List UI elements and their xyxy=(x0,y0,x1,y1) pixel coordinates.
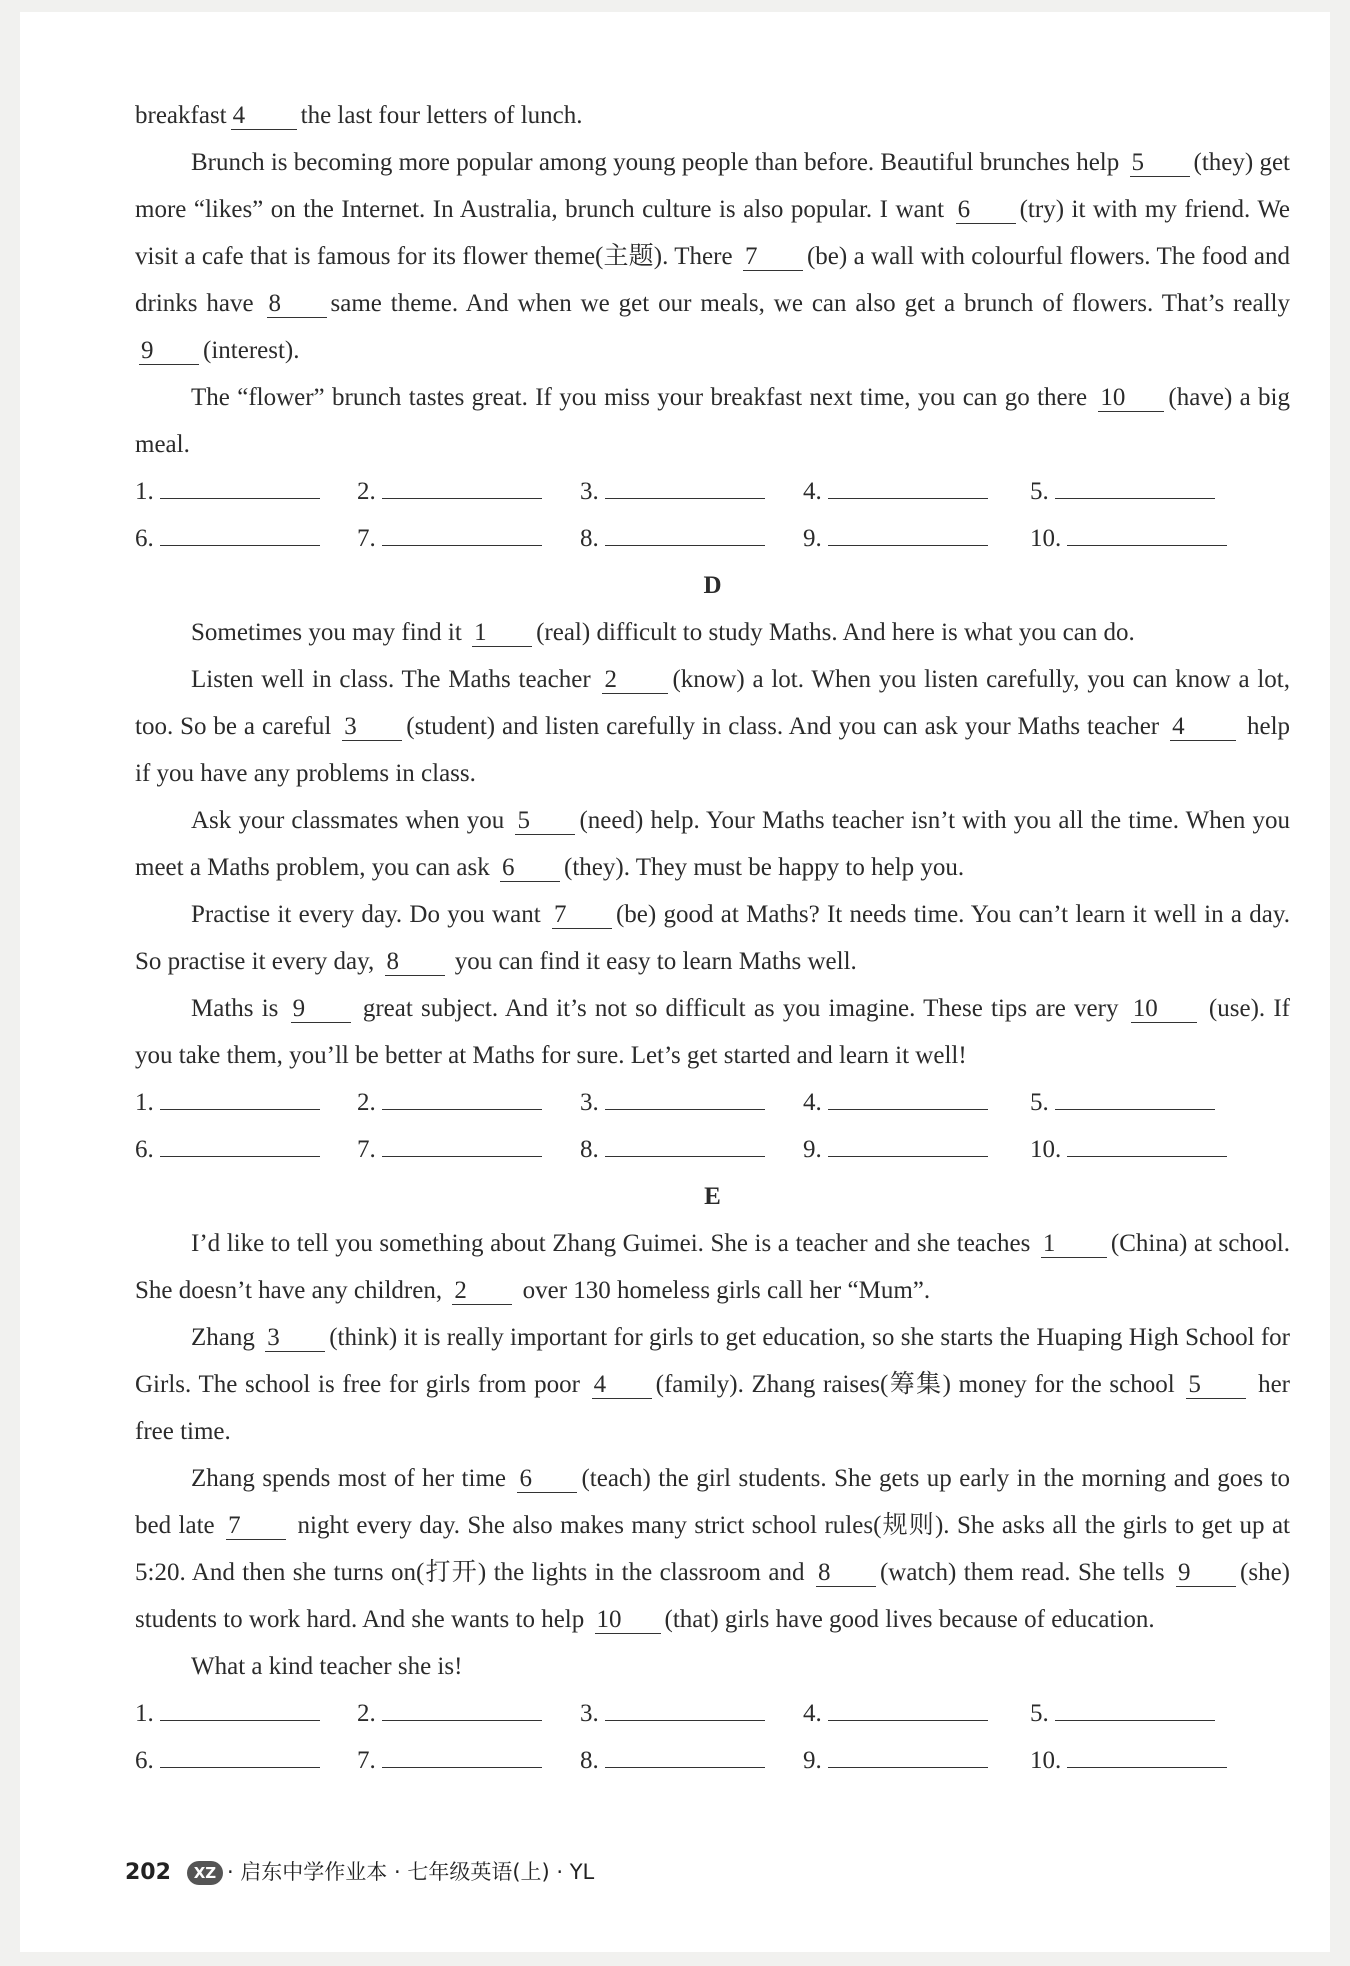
text: Maths is xyxy=(191,995,279,1022)
text: help if you have any problems in class. xyxy=(135,713,1291,787)
answer-row xyxy=(135,468,1290,515)
answer-lines-d xyxy=(135,1079,1290,1173)
answer-number: 7. xyxy=(357,525,376,552)
answer-number: 4. xyxy=(803,1700,822,1727)
blank-c-8[interactable]: 8 xyxy=(267,291,327,318)
answer-number: 10. xyxy=(1030,1747,1062,1774)
answer-slot-7[interactable] xyxy=(357,1126,542,1173)
c-paragraph-1 xyxy=(135,92,1290,139)
answer-number: 7. xyxy=(357,1747,376,1774)
blank-e-6[interactable]: 6 xyxy=(517,1466,577,1493)
text: (know) a lot. When you listen carefully, you can know a lot, too. So be a careful xyxy=(135,666,1290,740)
answer-slot-9[interactable] xyxy=(803,1126,988,1173)
answer-number: 2. xyxy=(357,478,376,505)
answer-number: 4. xyxy=(803,478,822,505)
blank-e-2[interactable]: 2 xyxy=(452,1278,512,1305)
blank-d-3[interactable]: 3 xyxy=(342,714,402,741)
answer-slot-3[interactable] xyxy=(580,1079,765,1126)
answer-number: 6. xyxy=(135,525,154,552)
d-paragraph-3 xyxy=(135,797,1290,891)
answer-slot-8[interactable] xyxy=(580,1737,765,1784)
blank-e-4[interactable]: 4 xyxy=(592,1372,652,1399)
blank-d-10[interactable]: 10 xyxy=(1131,996,1197,1023)
text: (China) at school. She doesn’t have any children, xyxy=(135,1230,1290,1304)
blank-e-7[interactable]: 7 xyxy=(226,1513,286,1540)
answer-row xyxy=(135,1737,1290,1784)
answer-slot-5[interactable] xyxy=(1030,1690,1215,1737)
text: Sometimes you may find it xyxy=(191,619,462,646)
answer-number: 1. xyxy=(135,1700,154,1727)
answer-slot-9[interactable] xyxy=(803,515,988,562)
blank-c-6[interactable]: 6 xyxy=(956,197,1016,224)
answer-slot-1[interactable] xyxy=(135,1690,320,1737)
answer-slot-5[interactable] xyxy=(1030,468,1215,515)
page-content xyxy=(135,92,1290,1784)
answer-number: 5. xyxy=(1030,1700,1049,1727)
text: Practise it every day. Do you want xyxy=(191,901,541,928)
text: night every day. She also makes many strict school rules(规则). She asks all the girls to get up at 5:20. And then she turns on(打开) the lights in the classroom and xyxy=(135,1512,1290,1586)
text: breakfast xyxy=(135,102,227,129)
text: I’d like to tell you something about Zhang Guimei. She is a teacher and she teaches xyxy=(191,1230,1031,1257)
blank-d-2[interactable]: 2 xyxy=(602,667,668,694)
blank-e-5[interactable]: 5 xyxy=(1186,1372,1246,1399)
answer-slot-7[interactable] xyxy=(357,515,542,562)
section-heading-e: E xyxy=(704,1183,721,1210)
text: (be) good at Maths? It needs time. You can’t learn it well in a day. So practise it every day, xyxy=(135,901,1291,975)
answer-number: 8. xyxy=(580,1747,599,1774)
answer-number: 2. xyxy=(357,1089,376,1116)
answer-number: 7. xyxy=(357,1136,376,1163)
text: (be) a wall with colourful flowers. The food and drinks have xyxy=(135,243,1291,317)
answer-slot-6[interactable] xyxy=(135,1737,320,1784)
answer-number: 1. xyxy=(135,1089,154,1116)
answer-slot-1[interactable] xyxy=(135,1079,320,1126)
answer-number: 10. xyxy=(1030,1136,1062,1163)
answer-lines-e xyxy=(135,1690,1290,1784)
answer-slot-3[interactable] xyxy=(580,468,765,515)
answer-slot-6[interactable] xyxy=(135,515,320,562)
blank-e-1[interactable]: 1 xyxy=(1041,1231,1107,1258)
text: Ask your classmates when you xyxy=(191,807,505,834)
text: (need) help. Your Maths teacher isn’t with you all the time. When you meet a Maths problem, you can ask xyxy=(135,807,1291,881)
text: (she) students to work hard. And she wants to help xyxy=(135,1559,1290,1633)
worksheet-page xyxy=(20,12,1330,1952)
blank-d-6[interactable]: 6 xyxy=(500,855,560,882)
text: (teach) the girl students. She gets up early in the morning and goes to bed late xyxy=(135,1465,1290,1539)
c-paragraph-3 xyxy=(135,374,1290,468)
answer-slot-10[interactable] xyxy=(1030,515,1227,562)
text: (watch) them read. She tells xyxy=(879,1559,1165,1586)
book-title: · 启东中学作业本 · 七年级英语(上) · YL xyxy=(226,1860,595,1884)
e-paragraph-1 xyxy=(135,1220,1290,1314)
text: great subject. And it’s not so difficult as you imagine. These tips are very xyxy=(362,995,1119,1022)
answer-slot-2[interactable] xyxy=(357,1079,542,1126)
text: you can find it easy to learn Maths well. xyxy=(454,948,857,975)
answer-number: 9. xyxy=(803,1136,822,1163)
text: Listen well in class. The Maths teacher xyxy=(191,666,591,693)
answer-number: 5. xyxy=(1030,478,1049,505)
blank-d-8[interactable]: 8 xyxy=(385,949,445,976)
text: over 130 homeless girls call her “Mum”. xyxy=(522,1277,931,1304)
text: (use). If you take them, you’ll be better at Maths for sure. Let’s get started and learn it well! xyxy=(135,995,1291,1069)
answer-slot-10[interactable] xyxy=(1030,1737,1227,1784)
answer-slot-9[interactable] xyxy=(803,1737,988,1784)
text: (interest). xyxy=(203,337,300,364)
answer-number: 9. xyxy=(803,1747,822,1774)
text: Zhang xyxy=(191,1324,255,1351)
text: What a kind teacher she is! xyxy=(191,1653,463,1680)
text: (family). Zhang raises(筹集) money for the school xyxy=(655,1371,1175,1398)
blank-c-10[interactable]: 10 xyxy=(1098,385,1164,412)
d-paragraph-4 xyxy=(135,891,1290,985)
answer-slot-7[interactable] xyxy=(357,1737,542,1784)
d-paragraph-5 xyxy=(135,985,1290,1079)
text: same theme. And when we get our meals, we can also get a brunch of flowers. That’s really xyxy=(330,290,1291,317)
answer-slot-2[interactable] xyxy=(357,1690,542,1737)
answer-slot-4[interactable] xyxy=(803,468,988,515)
blank-e-10[interactable]: 10 xyxy=(595,1607,661,1634)
text: the last four letters of lunch. xyxy=(300,102,583,129)
text: (that) girls have good lives because of education. xyxy=(664,1606,1155,1633)
blank-d-7[interactable]: 7 xyxy=(552,902,612,929)
blank-e-8[interactable]: 8 xyxy=(816,1560,876,1587)
text: (student) and listen carefully in class. And you can ask your Maths teacher xyxy=(406,713,1160,740)
blank-c-5[interactable]: 5 xyxy=(1130,150,1190,177)
answer-slot-8[interactable] xyxy=(580,515,765,562)
answer-slot-1[interactable] xyxy=(135,468,320,515)
text: (try) it with my friend. We visit a cafe that is famous for its flower theme(主题). There xyxy=(135,196,1291,270)
publisher-logo-icon: XZ xyxy=(187,1861,223,1885)
section-heading-d: D xyxy=(703,572,722,599)
blank-c-7[interactable]: 7 xyxy=(743,244,803,271)
answer-number: 3. xyxy=(580,478,599,505)
e-paragraph-3 xyxy=(135,1455,1290,1643)
answer-row xyxy=(135,1079,1290,1126)
answer-number: 8. xyxy=(580,1136,599,1163)
answer-lines-c xyxy=(135,468,1290,562)
text: The “flower” brunch tastes great. If you miss your breakfast next time, you can go there xyxy=(191,384,1088,411)
answer-number: 3. xyxy=(580,1700,599,1727)
answer-slot-10[interactable] xyxy=(1030,1126,1227,1173)
blank-e-9[interactable]: 9 xyxy=(1176,1560,1236,1587)
answer-slot-4[interactable] xyxy=(803,1690,988,1737)
answer-slot-2[interactable] xyxy=(357,468,542,515)
answer-slot-6[interactable] xyxy=(135,1126,320,1173)
d-paragraph-1 xyxy=(135,609,1290,656)
answer-number: 9. xyxy=(803,525,822,552)
text: (have) a big meal. xyxy=(135,384,1291,458)
text: Zhang spends most of her time xyxy=(191,1465,506,1492)
blank-d-1[interactable]: 1 xyxy=(472,620,532,647)
answer-row xyxy=(135,1690,1290,1737)
text: Brunch is becoming more popular among young people than before. Beautiful brunches help xyxy=(191,149,1120,176)
answer-number: 3. xyxy=(580,1089,599,1116)
answer-row xyxy=(135,515,1290,562)
page-number: 202 xyxy=(125,1860,171,1885)
text: (they) get more “likes” on the Internet. In Australia, brunch culture is also popular. I want xyxy=(135,149,1291,223)
blank-c-9[interactable]: 9 xyxy=(139,338,199,365)
blank-e-3[interactable]: 3 xyxy=(265,1325,325,1352)
answer-slot-8[interactable] xyxy=(580,1126,765,1173)
blank-d-5[interactable]: 5 xyxy=(515,808,575,835)
blank-d-9[interactable]: 9 xyxy=(291,996,351,1023)
answer-number: 6. xyxy=(135,1747,154,1774)
blank-d-4[interactable]: 4 xyxy=(1170,714,1236,741)
answer-number: 2. xyxy=(357,1700,376,1727)
answer-number: 5. xyxy=(1030,1089,1049,1116)
e-paragraph-4 xyxy=(135,1643,1290,1690)
text: (think) it is really important for girls to get education, so she starts the Huaping High School for Girls. The school is free for girls from poor xyxy=(135,1324,1291,1398)
answer-number: 6. xyxy=(135,1136,154,1163)
answer-number: 10. xyxy=(1030,525,1062,552)
text: (they). They must be happy to help you. xyxy=(564,854,965,881)
answer-number: 8. xyxy=(580,525,599,552)
text: her free time. xyxy=(135,1371,1290,1445)
answer-slot-4[interactable] xyxy=(803,1079,988,1126)
answer-number: 1. xyxy=(135,478,154,505)
answer-slot-3[interactable] xyxy=(580,1690,765,1737)
text: (real) difficult to study Maths. And here is what you can do. xyxy=(536,619,1135,646)
blank-c-4[interactable]: 4 xyxy=(231,103,297,130)
d-paragraph-2 xyxy=(135,656,1290,797)
answer-slot-5[interactable] xyxy=(1030,1079,1215,1126)
e-paragraph-2 xyxy=(135,1314,1290,1455)
page-footer xyxy=(125,1852,594,1892)
answer-row xyxy=(135,1126,1290,1173)
c-paragraph-2 xyxy=(135,139,1290,374)
answer-number: 4. xyxy=(803,1089,822,1116)
